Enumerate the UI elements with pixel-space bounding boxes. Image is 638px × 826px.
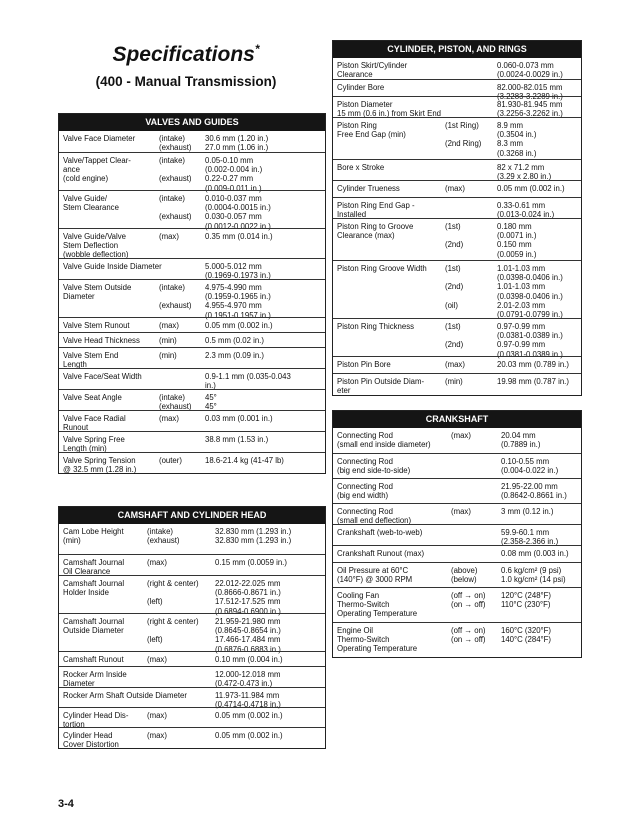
spec-value: 0.180 mm (0.0071 in.) 0.150 mm (0.0059 in.)	[497, 222, 537, 259]
spec-name: Crankshaft (web-to-web)	[337, 528, 423, 537]
spec-name: Piston Ring Free End Gap (min)	[337, 121, 406, 140]
spec-value: 4.975-4.990 mm (0.1959-0.1965 in.) 4.955-4.970 mm (0.1951-0.1957 in.)	[205, 283, 271, 320]
spec-name: Valve Guide/ Stem Clearance	[63, 194, 119, 213]
spec-condition: (1st) (2nd) (oil)	[445, 264, 464, 310]
spec-value: 0.03 mm (0.001 in.)	[205, 414, 273, 423]
spec-value: 3 mm (0.12 in.)	[501, 507, 554, 516]
spec-name: Camshaft Journal Outside Diameter	[63, 617, 125, 636]
spec-row	[333, 117, 581, 159]
spec-value: 19.98 mm (0.787 in.)	[497, 377, 569, 386]
spec-row	[59, 228, 325, 258]
spec-condition: (right & center) (left)	[147, 579, 199, 607]
spec-row	[59, 317, 325, 332]
spec-name: Connecting Rod (big end width)	[337, 482, 393, 501]
spec-value: 0.060-0.073 mm (0.0024-0.0029 in.)	[497, 61, 563, 80]
spec-condition: (min)	[445, 377, 463, 386]
spec-row	[333, 545, 581, 562]
spec-name: Cylinder Bore	[337, 83, 385, 92]
spec-row	[59, 131, 325, 152]
spec-name: Valve Seat Angle	[63, 393, 122, 402]
spec-condition: (max)	[147, 558, 167, 567]
spec-row	[59, 332, 325, 347]
spec-name: Valve Face Radial Runout	[63, 414, 126, 433]
spec-value: 0.5 mm (0.02 in.)	[205, 336, 264, 345]
page-subtitle: (400 - Manual Transmission)	[95, 74, 277, 89]
spec-row	[59, 727, 325, 748]
spec-value: 0.05 mm (0.002 in.)	[205, 321, 273, 330]
spec-row	[333, 562, 581, 587]
spec-name: Valve Stem Runout	[63, 321, 130, 330]
spec-row	[59, 452, 325, 473]
spec-name: Camshaft Journal Oil Clearance	[63, 558, 125, 577]
spec-row	[59, 575, 325, 616]
title-mark: *	[254, 42, 260, 56]
spec-row	[333, 96, 581, 117]
spec-condition: (max)	[159, 321, 179, 330]
spec-row	[333, 180, 581, 197]
spec-condition: (intake) (exhaust)	[159, 134, 192, 153]
spec-value: 81.930-81.945 mm (3.2256-3.2262 in.)	[497, 100, 563, 119]
spec-name: Piston Pin Outside Diam- eter	[337, 377, 425, 396]
spec-name: Rocker Arm Inside Diameter	[63, 670, 127, 689]
spec-row	[333, 197, 581, 218]
spec-name: Piston Ring End Gap - Installed	[337, 201, 415, 220]
spec-value: 38.8 mm (1.53 in.)	[205, 435, 269, 444]
spec-name: Cylinder Head Dis- tortion	[63, 711, 129, 730]
spec-row	[59, 554, 325, 575]
spec-row	[333, 524, 581, 545]
spec-condition: (off → on) (on → off)	[451, 591, 486, 610]
spec-condition: (min)	[159, 336, 177, 345]
spec-name: Camshaft Runout	[63, 655, 124, 664]
spec-row	[333, 356, 581, 373]
spec-value: 0.010-0.037 mm (0.0004-0.0015 in.) 0.030-0.057 mm (0.0012-0.0022 in.)	[205, 194, 271, 231]
spec-value: 0.35 mm (0.014 in.)	[205, 232, 273, 241]
spec-row	[59, 613, 325, 654]
spec-row	[333, 159, 581, 180]
spec-row	[59, 368, 325, 389]
spec-value: 0.6 kg/cm² (9 psi) 1.0 kg/cm² (14 psi)	[501, 566, 566, 585]
spec-name: Engine Oil Thermo-Switch Operating Temperature	[337, 626, 418, 654]
table-heading: CAMSHAFT AND CYLINDER HEAD	[59, 507, 325, 524]
spec-condition: (max)	[451, 431, 471, 440]
spec-row	[333, 503, 581, 524]
spec-condition: (max)	[451, 507, 471, 516]
spec-row	[59, 651, 325, 666]
spec-row	[59, 707, 325, 730]
spec-row	[59, 687, 325, 710]
spec-name: Crankshaft Runout (max)	[337, 549, 425, 558]
spec-value: 2.3 mm (0.09 in.)	[205, 351, 264, 360]
spec-value: 0.15 mm (0.0059 in.)	[215, 558, 287, 567]
spec-condition: (intake) (exhaust)	[159, 283, 192, 311]
spec-value: 22.012-22.025 mm (0.8666-0.8671 in.) 17.512-17.525 mm (0.6894-0.6900 in.)	[215, 579, 281, 616]
spec-value: 0.05 mm (0.002 in.)	[215, 711, 283, 720]
spec-condition: (max)	[159, 232, 179, 241]
spec-condition: (intake) (exhaust)	[147, 527, 180, 546]
spec-row	[59, 190, 325, 231]
cylinder-piston-rings-table	[332, 40, 582, 396]
camshaft-cylinder-head-table	[58, 506, 326, 749]
spec-name: Camshaft Journal Holder Inside	[63, 579, 125, 598]
spec-name: Connecting Rod (small end inside diameter)	[337, 431, 431, 450]
spec-name: Cylinder Trueness	[337, 184, 400, 193]
spec-row	[59, 279, 325, 320]
spec-row	[333, 79, 581, 102]
spec-value: 0.10-0.55 mm (0.004-0.022 in.)	[501, 457, 559, 476]
spec-value: 5.000-5.012 mm (0.1969-0.1973 in.)	[205, 262, 271, 281]
spec-name: Piston Pin Bore	[337, 360, 391, 369]
spec-value: 20.04 mm (0.7889 in.)	[501, 431, 541, 450]
spec-condition: (outer)	[159, 456, 182, 465]
spec-value: 0.08 mm (0.003 in.)	[501, 549, 569, 558]
spec-value: 0.97-0.99 mm (0.0381-0.0389 in.) 0.97-0.99 mm (0.0381-0.0389 in.)	[497, 322, 563, 359]
spec-value: 8.9 mm (0.3504 in.) 8.3 mm (0.3268 in.)	[497, 121, 537, 158]
spec-row	[333, 478, 581, 503]
spec-value: 45° 45°	[205, 393, 217, 412]
spec-value: 160°C (320°F) 140°C (284°F)	[501, 626, 552, 645]
spec-name: Valve Head Thickness	[63, 336, 140, 345]
spec-condition: (max)	[147, 711, 167, 720]
spec-name: Bore x Stroke	[337, 163, 385, 172]
spec-row	[333, 428, 581, 453]
spec-row	[59, 258, 325, 279]
spec-name: Cooling Fan Thermo-Switch Operating Temperature	[337, 591, 418, 619]
table-heading: CRANKSHAFT	[333, 411, 581, 428]
spec-condition: (max)	[159, 414, 179, 423]
spec-condition: (max)	[445, 360, 465, 369]
spec-name: Connecting Rod (small end deflection)	[337, 507, 412, 526]
spec-condition: (intake) (exhaust)	[159, 194, 192, 222]
spec-condition: (max)	[147, 731, 167, 740]
spec-name: Valve Spring Tension @ 32.5 mm (1.28 in.)	[63, 456, 137, 475]
spec-condition: (min)	[159, 351, 177, 360]
spec-row	[333, 58, 581, 79]
spec-name: Valve Guide Inside Diameter	[63, 262, 162, 271]
spec-name: Connecting Rod (big end side-to-side)	[337, 457, 411, 476]
spec-value: 21.95-22.00 mm (0.8642-0.8661 in.)	[501, 482, 567, 501]
spec-value: 82.000-82.015 mm (3.2283-3.2289 in.)	[497, 83, 563, 102]
spec-row	[59, 389, 325, 410]
spec-condition: (right & center) (left)	[147, 617, 199, 645]
spec-name: Cam Lobe Height (min)	[63, 527, 124, 546]
spec-name: Piston Skirt/Cylinder Clearance	[337, 61, 408, 80]
spec-value: 12.000-12.018 mm (0.472-0.473 in.)	[215, 670, 281, 689]
spec-name: Valve Face/Seat Width	[63, 372, 142, 381]
spec-value: 0.9-1.1 mm (0.035-0.043 in.)	[205, 372, 291, 391]
spec-name: Piston Ring Thickness	[337, 322, 414, 331]
spec-condition: (off → on) (on → off)	[451, 626, 486, 645]
spec-value: 0.05 mm (0.002 in.)	[215, 731, 283, 740]
spec-name: Valve Stem Outside Diameter	[63, 283, 132, 302]
table-heading: CYLINDER, PISTON, AND RINGS	[333, 41, 581, 58]
spec-value: 0.05 mm (0.002 in.)	[497, 184, 565, 193]
spec-value: 30.6 mm (1.20 in.) 27.0 mm (1.06 in.)	[205, 134, 269, 153]
spec-name: Piston Ring Groove Width	[337, 264, 427, 273]
spec-value: 32.830 mm (1.293 in.) 32.830 mm (1.293 in.)	[215, 527, 292, 546]
crankshaft-table	[332, 410, 582, 658]
spec-row	[59, 152, 325, 193]
spec-value: 59.9-60.1 mm (2.358-2.366 in.)	[501, 528, 559, 547]
spec-value: 1.01-1.03 mm (0.0398-0.0406 in.) 1.01-1.03 mm (0.0398-0.0406 in.) 2.01-2.03 mm (0.0791-0.0799 in.)	[497, 264, 563, 320]
spec-value: 21.959-21.980 mm (0.8645-0.8654 in.) 17.466-17.484 mm (0.6876-0.6883 in.)	[215, 617, 281, 654]
spec-row	[59, 347, 325, 368]
spec-row	[333, 218, 581, 260]
spec-condition: (max)	[147, 655, 167, 664]
spec-value: 120°C (248°F) 110°C (230°F)	[501, 591, 552, 610]
spec-row	[333, 453, 581, 478]
spec-name: Rocker Arm Shaft Outside Diameter	[63, 691, 187, 700]
spec-row	[59, 524, 325, 554]
spec-condition: (max)	[445, 184, 465, 193]
spec-value: 11.973-11.984 mm (0.4714-0.4718 in.)	[215, 691, 281, 710]
spec-name: Valve/Tappet Clear- ance (cold engine)	[63, 156, 131, 184]
spec-name: Valve Spring Free Length (min)	[63, 435, 125, 454]
valves-guides-table	[58, 113, 326, 474]
spec-condition: (intake) (exhaust)	[159, 156, 192, 184]
spec-name: Oil Pressure at 60°C (140°F) @ 3000 RPM	[337, 566, 413, 585]
spec-row	[59, 410, 325, 431]
spec-row	[333, 587, 581, 622]
spec-row	[59, 666, 325, 687]
table-heading: VALVES AND GUIDES	[59, 114, 325, 131]
spec-value: 0.05-0.10 mm (0.002-0.004 in.) 0.22-0.27 mm (0.009-0.011 in.)	[205, 156, 263, 193]
spec-row	[333, 622, 581, 657]
spec-name: Piston Diameter 15 mm (0.6 in.) from Skirt End	[337, 100, 441, 119]
spec-name: Cylinder Head Cover Distortion	[63, 731, 119, 750]
spec-value: 20.03 mm (0.789 in.)	[497, 360, 569, 369]
spec-row	[59, 431, 325, 452]
page-number: 3-4	[58, 798, 74, 810]
spec-row	[333, 318, 581, 359]
spec-name: Valve Guide/Valve Stem Deflection (wobble deflection)	[63, 232, 129, 260]
title-text: Specifications	[112, 43, 255, 66]
spec-name: Piston Ring to Groove Clearance (max)	[337, 222, 414, 241]
spec-condition: (above) (below)	[451, 566, 478, 585]
spec-name: Valve Face Diameter	[63, 134, 136, 143]
spec-condition: (intake) (exhaust)	[159, 393, 192, 412]
spec-row	[333, 373, 581, 395]
spec-value: 18.6-21.4 kg (41-47 lb)	[205, 456, 284, 465]
page-title	[58, 42, 314, 67]
spec-name: Valve Stem End Length	[63, 351, 119, 370]
spec-condition: (1st) (2nd)	[445, 322, 464, 350]
spec-value: 82 x 71.2 mm (3.29 x 2.80 in.)	[497, 163, 552, 182]
spec-value: 0.10 mm (0.004 in.)	[215, 655, 283, 664]
spec-condition: (1st Ring) (2nd Ring)	[445, 121, 482, 149]
spec-condition: (1st) (2nd)	[445, 222, 464, 250]
spec-row	[333, 260, 581, 318]
spec-value: 0.33-0.61 mm (0.013-0.024 in.)	[497, 201, 555, 220]
